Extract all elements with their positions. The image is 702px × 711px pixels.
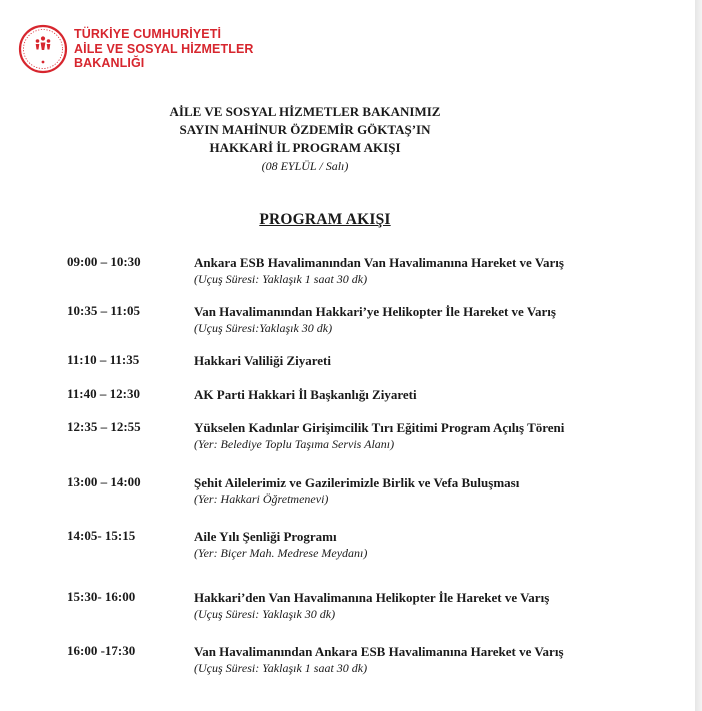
program-event-detail: (Uçuş Süresi: Yaklaşık 30 dk) xyxy=(194,607,336,621)
logo-line-3: BAKANLIĞI xyxy=(74,56,145,71)
program-event-title: Hakkari’den Van Havalimanına Helikopter İle Hareket ve Varış xyxy=(194,590,550,605)
logo-line-1: TÜRKİYE CUMHURİYETİ xyxy=(74,27,222,42)
program-event-title: Aile Yılı Şenliği Programı xyxy=(194,529,337,544)
program-time: 09:00 – 10:30 xyxy=(67,254,141,269)
header-line-3: HAKKARİ İL PROGRAM AKIŞI xyxy=(209,140,401,155)
program-time: 11:10 – 11:35 xyxy=(67,352,140,367)
program-event-detail: (Uçuş Süresi: Yaklaşık 1 saat 30 dk) xyxy=(194,661,368,675)
program-time: 15:30- 16:00 xyxy=(67,589,136,604)
program-event-title: Hakkari Valiliği Ziyareti xyxy=(194,353,332,368)
program-event-title: Van Havalimanından Hakkari’ye Helikopter İle Hareket ve Varış xyxy=(194,304,556,319)
program-event-detail: (Yer: Belediye Toplu Taşıma Servis Alanı) xyxy=(194,437,395,451)
program-event-title: Şehit Ailelerimiz ve Gazilerimizle Birlik ve Vefa Buluşması xyxy=(194,475,520,490)
header-line-2: SAYIN MAHİNUR ÖZDEMİR GÖKTAŞ’IN xyxy=(179,122,431,137)
program-time: 14:05- 15:15 xyxy=(67,528,136,543)
program-event xyxy=(194,589,674,623)
program-event xyxy=(194,474,674,508)
program-event-detail: (Uçuş Süresi: Yaklaşık 1 saat 30 dk) xyxy=(194,272,368,286)
program-event xyxy=(194,254,674,288)
program-event-title: AK Parti Hakkari İl Başkanlığı Ziyareti xyxy=(194,387,417,402)
program-event-title: Yükselen Kadınlar Girişimcilik Tırı Eğitimi Program Açılış Töreni xyxy=(194,420,565,435)
program-event-detail: (Yer: Biçer Mah. Medrese Meydanı) xyxy=(194,546,368,560)
program-event-title: Van Havalimanından Ankara ESB Havalimanına Hareket ve Varış xyxy=(194,644,564,659)
document-header xyxy=(0,103,610,175)
page-edge-shadow xyxy=(695,0,702,711)
ministry-name xyxy=(74,27,254,71)
program-event xyxy=(194,303,674,337)
ministry-logo xyxy=(18,24,254,74)
program-time: 11:40 – 12:30 xyxy=(67,386,140,401)
program-event xyxy=(194,386,674,403)
section-title: PROGRAM AKIŞI xyxy=(259,211,391,228)
program-time: 13:00 – 14:00 xyxy=(67,474,141,489)
program-event xyxy=(194,419,674,453)
header-date: (08 EYLÜL / Salı) xyxy=(261,159,349,173)
program-time: 16:00 -17:30 xyxy=(67,643,136,658)
program-time: 12:35 – 12:55 xyxy=(67,419,141,434)
header-line-1: AİLE VE SOSYAL HİZMETLER BAKANIMIZ xyxy=(169,104,441,119)
program-event-title: Ankara ESB Havalimanından Van Havalimanına Hareket ve Varış xyxy=(194,255,564,270)
program-event-detail: (Yer: Hakkari Öğretmenevi) xyxy=(194,492,329,506)
program-event xyxy=(194,352,674,369)
program-event-detail: (Uçuş Süresi:Yaklaşık 30 dk) xyxy=(194,321,333,335)
program-event xyxy=(194,528,674,562)
program-event xyxy=(194,643,674,677)
ministry-emblem-icon xyxy=(18,24,68,74)
program-time: 10:35 – 11:05 xyxy=(67,303,140,318)
logo-line-2: AİLE VE SOSYAL HİZMETLER xyxy=(74,41,254,56)
